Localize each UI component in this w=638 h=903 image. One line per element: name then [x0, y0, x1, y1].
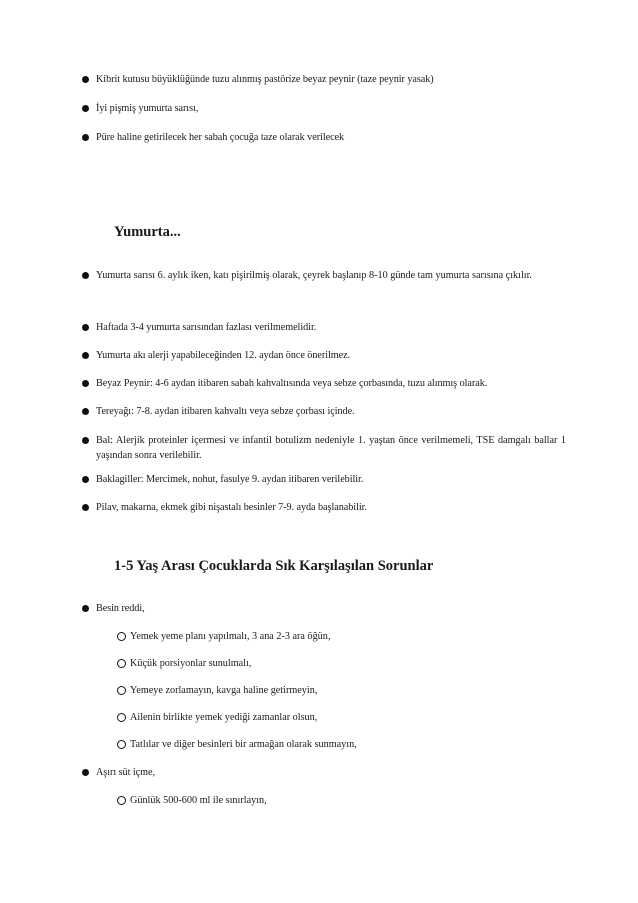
bullet-icon [82, 76, 89, 83]
sub-list-item-text: Günlük 500-600 ml ile sınırlayın, [130, 795, 267, 806]
sub-list-item-text: Yemek yeme planı yapılmalı, 3 ana 2-3 ara öğün, [130, 631, 331, 642]
list-item-text: Baklagiller: Mercimek, nohut, fasulye 9. aydan itibaren verilebilir. [96, 474, 364, 485]
list-item-text: Yumurta akı alerji yapabileceğinden 12. aydan önce önerilmez. [96, 350, 351, 361]
list-item-text: Besin reddi, [96, 603, 145, 614]
list-item-text: Yumurta sarısı 6. aylık iken, katı pişirilmiş olarak, çeyrek başlanıp 8-10 günde tam yumurta sarısına çıkılır. [96, 270, 532, 281]
bullet-icon [82, 272, 89, 279]
bullet-icon [82, 134, 89, 141]
bullet-icon [82, 408, 89, 415]
circle-bullet-icon [117, 632, 126, 641]
list-item-text: Aşırı süt içme, [96, 767, 155, 778]
bullet-icon [82, 504, 89, 511]
bullet-icon [82, 324, 89, 331]
list-item-text: Haftada 3-4 yumurta sarısından fazlası verilmemelidir. [96, 322, 317, 333]
sub-list-item-text: Küçük porsiyonlar sunulmalı, [130, 658, 252, 669]
bullet-icon [82, 769, 89, 776]
circle-bullet-icon [117, 796, 126, 805]
list-item [86, 433, 566, 463]
list-item-text: Bal: Alerjik proteinler içermesi ve infantil botulizm nedeniyle 1. yaştan önce verilmemeli, TSE damgalı ballar 1 yaşından sonra verilebilir. [96, 435, 566, 461]
list-item-text: Pilav, makarna, ekmek gibi nişastalı besinler 7-9. ayda başlanabilir. [96, 502, 367, 513]
list-item-text: Püre haline getirilecek her sabah çocuğa taze olarak verilecek [96, 132, 345, 143]
circle-bullet-icon [117, 713, 126, 722]
circle-bullet-icon [117, 686, 126, 695]
section-heading: Yumurta... [114, 224, 181, 240]
sub-list-item-text: Yemeye zorlamayın, kavga haline getirmeyin, [130, 685, 318, 696]
list-item-text: Kibrit kutusu büyüklüğünde tuzu alınmış pastörize beyaz peynir (taze peynir yasak) [96, 74, 434, 85]
circle-bullet-icon [117, 659, 126, 668]
bullet-icon [82, 105, 89, 112]
sub-list-item-text: Ailenin birlikte yemek yediği zamanlar olsun, [130, 712, 318, 723]
bullet-icon [82, 352, 89, 359]
bullet-icon [82, 476, 89, 483]
list-item-text: İyi pişmiş yumurta sarısı, [96, 103, 199, 114]
list-item-text: Beyaz Peynir: 4-6 aydan itibaren sabah kahvaltısında veya sebze çorbasında, tuzu alınmış olarak. [96, 378, 488, 389]
bullet-icon [82, 437, 89, 444]
list-item-text: Tereyağı: 7-8. aydan itibaren kahvaltı veya sebze çorbası içinde. [96, 406, 355, 417]
section-heading: 1-5 Yaş Arası Çocuklarda Sık Karşılaşılan Sorunlar [114, 558, 434, 574]
sub-list-item-text: Tatlılar ve diğer besinleri bir armağan olarak sunmayın, [130, 739, 357, 750]
bullet-icon [82, 380, 89, 387]
bullet-icon [82, 605, 89, 612]
circle-bullet-icon [117, 740, 126, 749]
list-item [86, 268, 566, 283]
